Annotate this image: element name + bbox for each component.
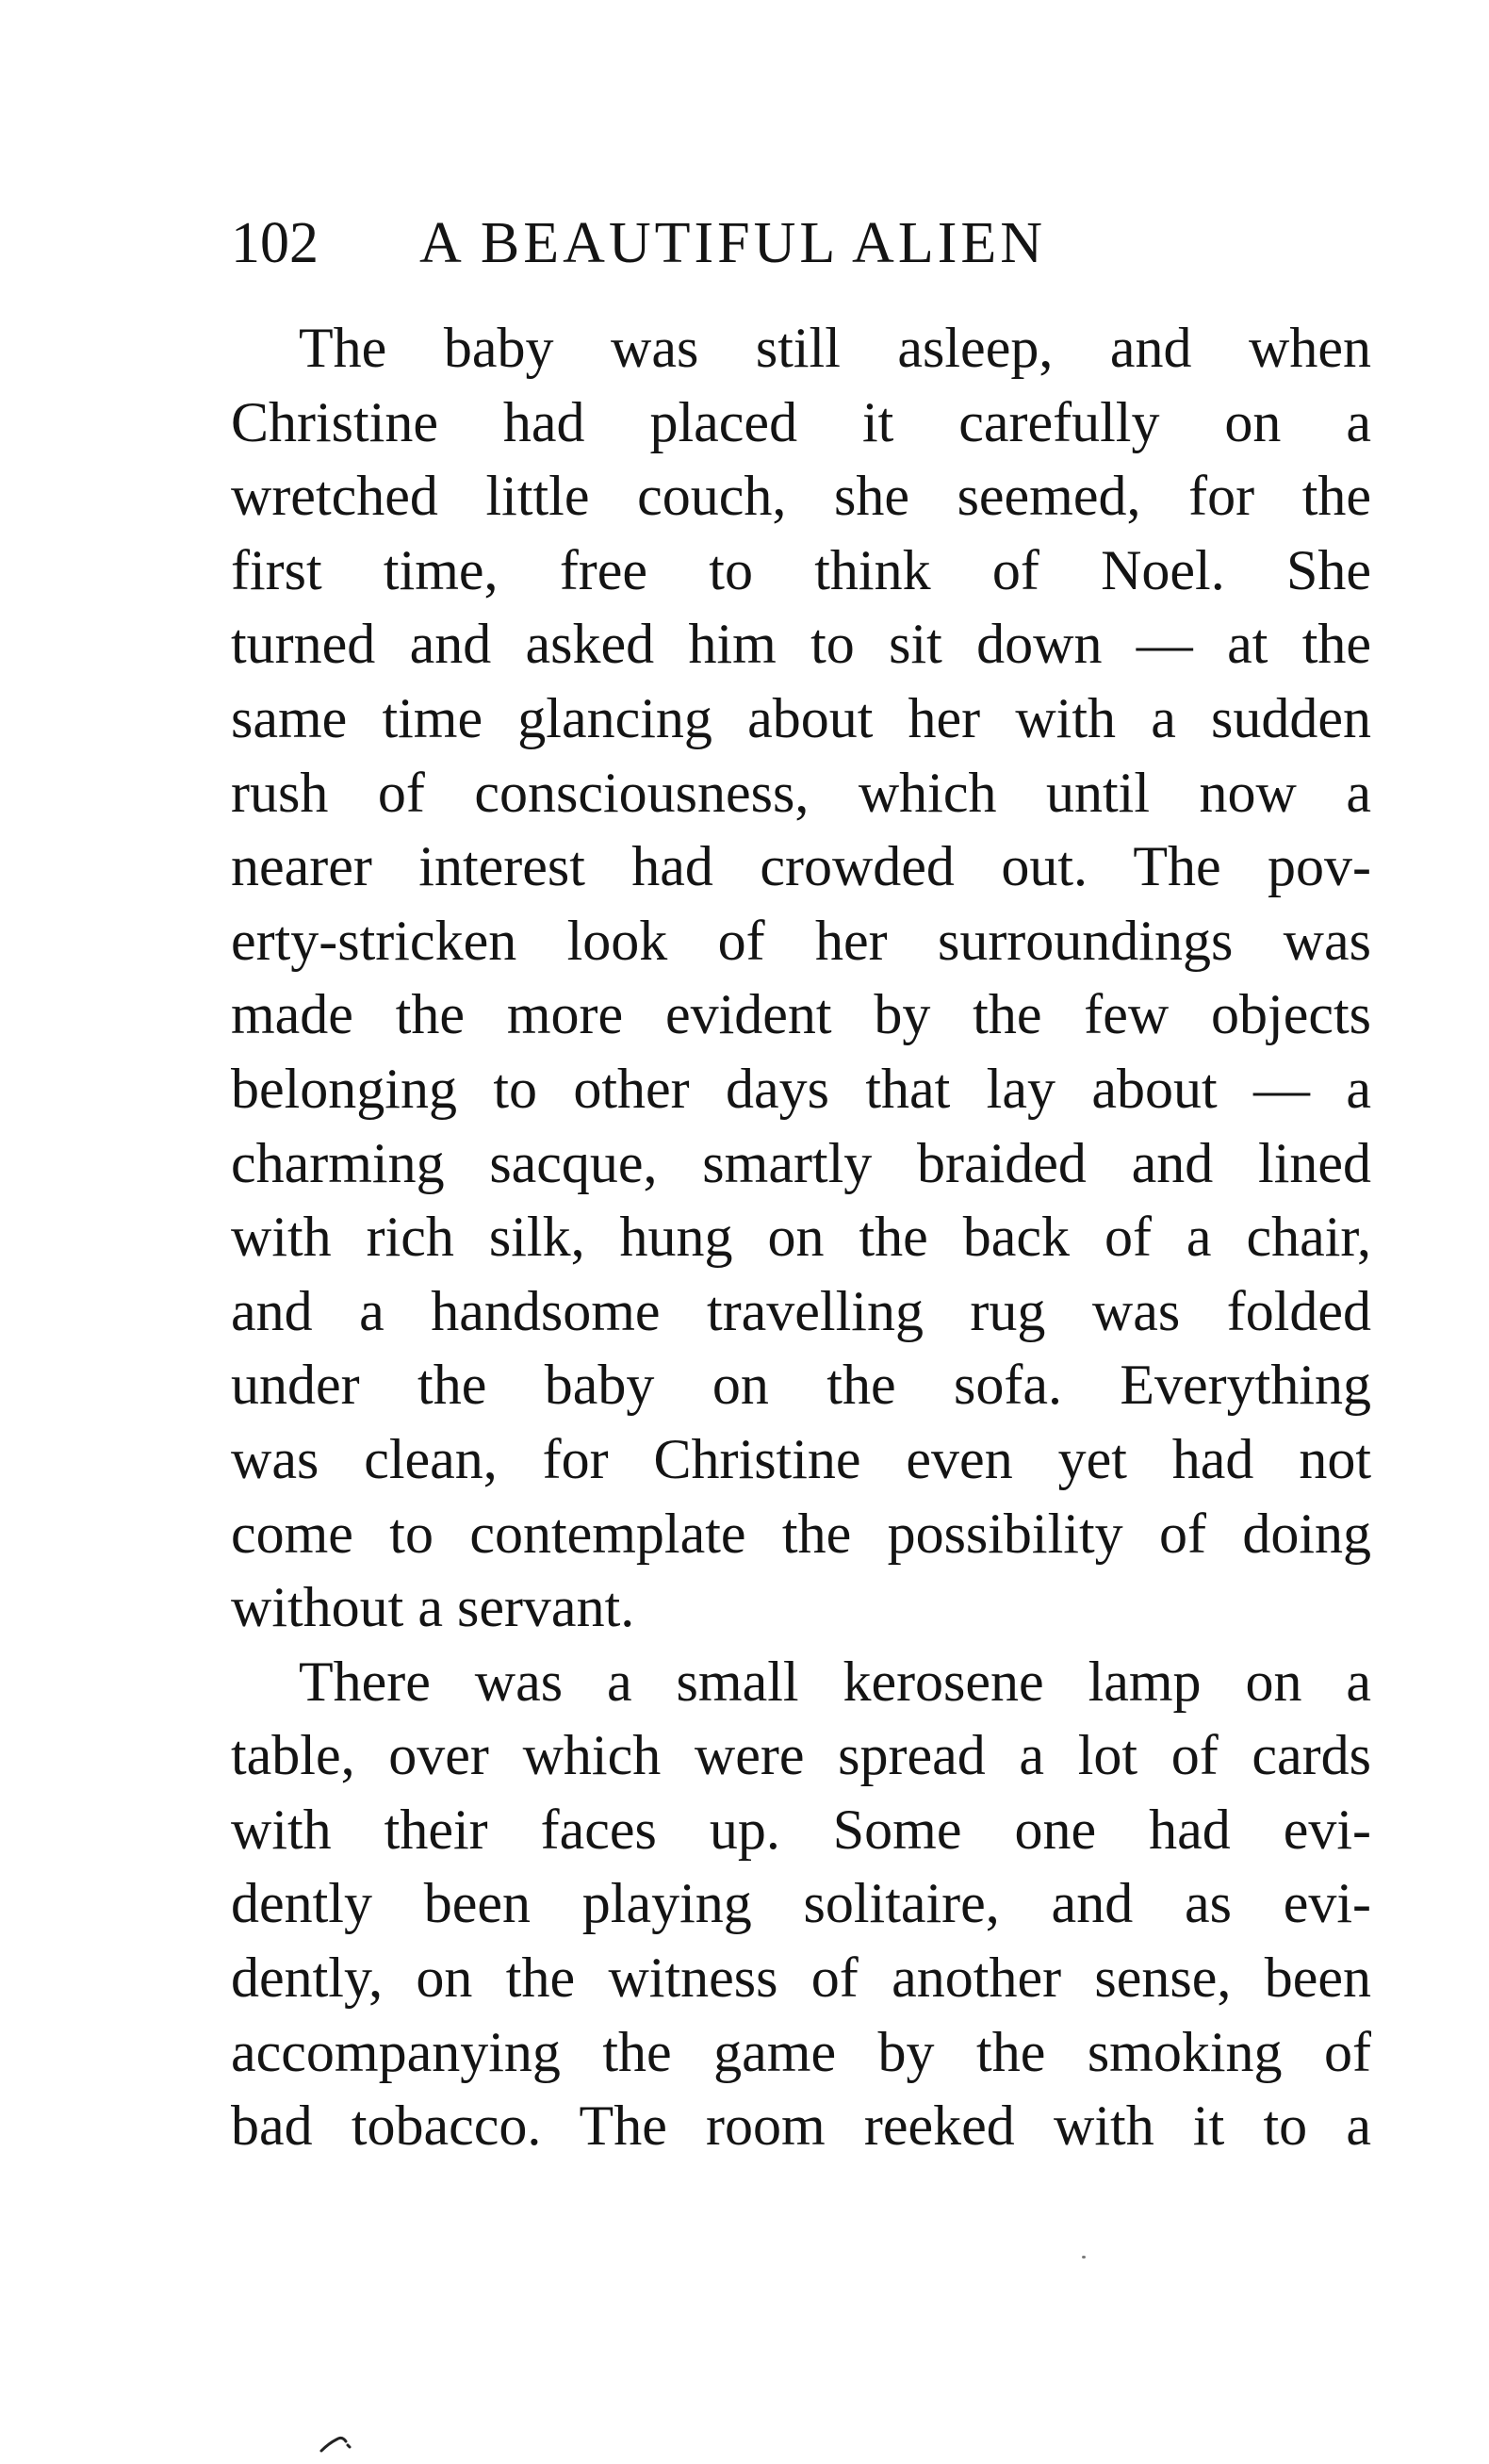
- text-line: bad tobacco. The room reeked with it to a: [231, 2094, 1371, 2158]
- page-number: 102: [231, 211, 319, 275]
- text-line: with their faces up. Some one had evi-: [231, 1798, 1371, 1861]
- text-line: The baby was still asleep, and when: [299, 317, 1371, 379]
- text-line: with rich silk, hung on the back of a chair,: [231, 1206, 1371, 1269]
- ink-smudge: [318, 2432, 355, 2455]
- text-line: accompanying the game by the smoking of: [231, 2020, 1371, 2083]
- text-line: dently been playing solitaire, and as evi-: [231, 1872, 1371, 1935]
- text-line: same time glancing about her with a sudden: [231, 686, 1371, 749]
- text-line: belonging to other days that lay about — a: [231, 1057, 1371, 1120]
- text-line: rush of consciousness, which until now a: [231, 761, 1371, 824]
- running-header: [231, 201, 1362, 286]
- text-line: come to contemplate the possibility of doing: [231, 1502, 1371, 1565]
- text-line: was clean, for Christine even yet had not: [231, 1427, 1371, 1490]
- running-title: A BEAUTIFUL ALIEN: [419, 211, 1046, 275]
- body-text: [231, 311, 1371, 2163]
- text-line: charming sacque, smartly braided and lined: [231, 1131, 1371, 1194]
- text-line: without a servant.: [231, 1576, 635, 1639]
- paper-speck: [1082, 2256, 1086, 2259]
- text-line: and a handsome travelling rug was folded: [231, 1279, 1371, 1342]
- text-line: Christine had placed it carefully on a: [231, 390, 1371, 453]
- text-line: under the baby on the sofa. Everything: [231, 1354, 1371, 1417]
- text-line: There was a small kerosene lamp on a: [299, 1650, 1371, 1713]
- text-line: nearer interest had crowded out. The pov-: [231, 835, 1371, 898]
- text-line: table, over which were spread a lot of cards: [231, 1724, 1371, 1787]
- text-line: made the more evident by the few objects: [231, 983, 1371, 1046]
- text-line: wretched little couch, she seemed, for the: [231, 465, 1371, 528]
- text-line: erty-stricken look of her surroundings was: [231, 909, 1371, 972]
- text-line: first time, free to think of Noel. She: [231, 538, 1371, 601]
- text-line: dently, on the witness of another sense, been: [231, 1947, 1371, 2010]
- text-line: turned and asked him to sit down — at the: [231, 613, 1371, 676]
